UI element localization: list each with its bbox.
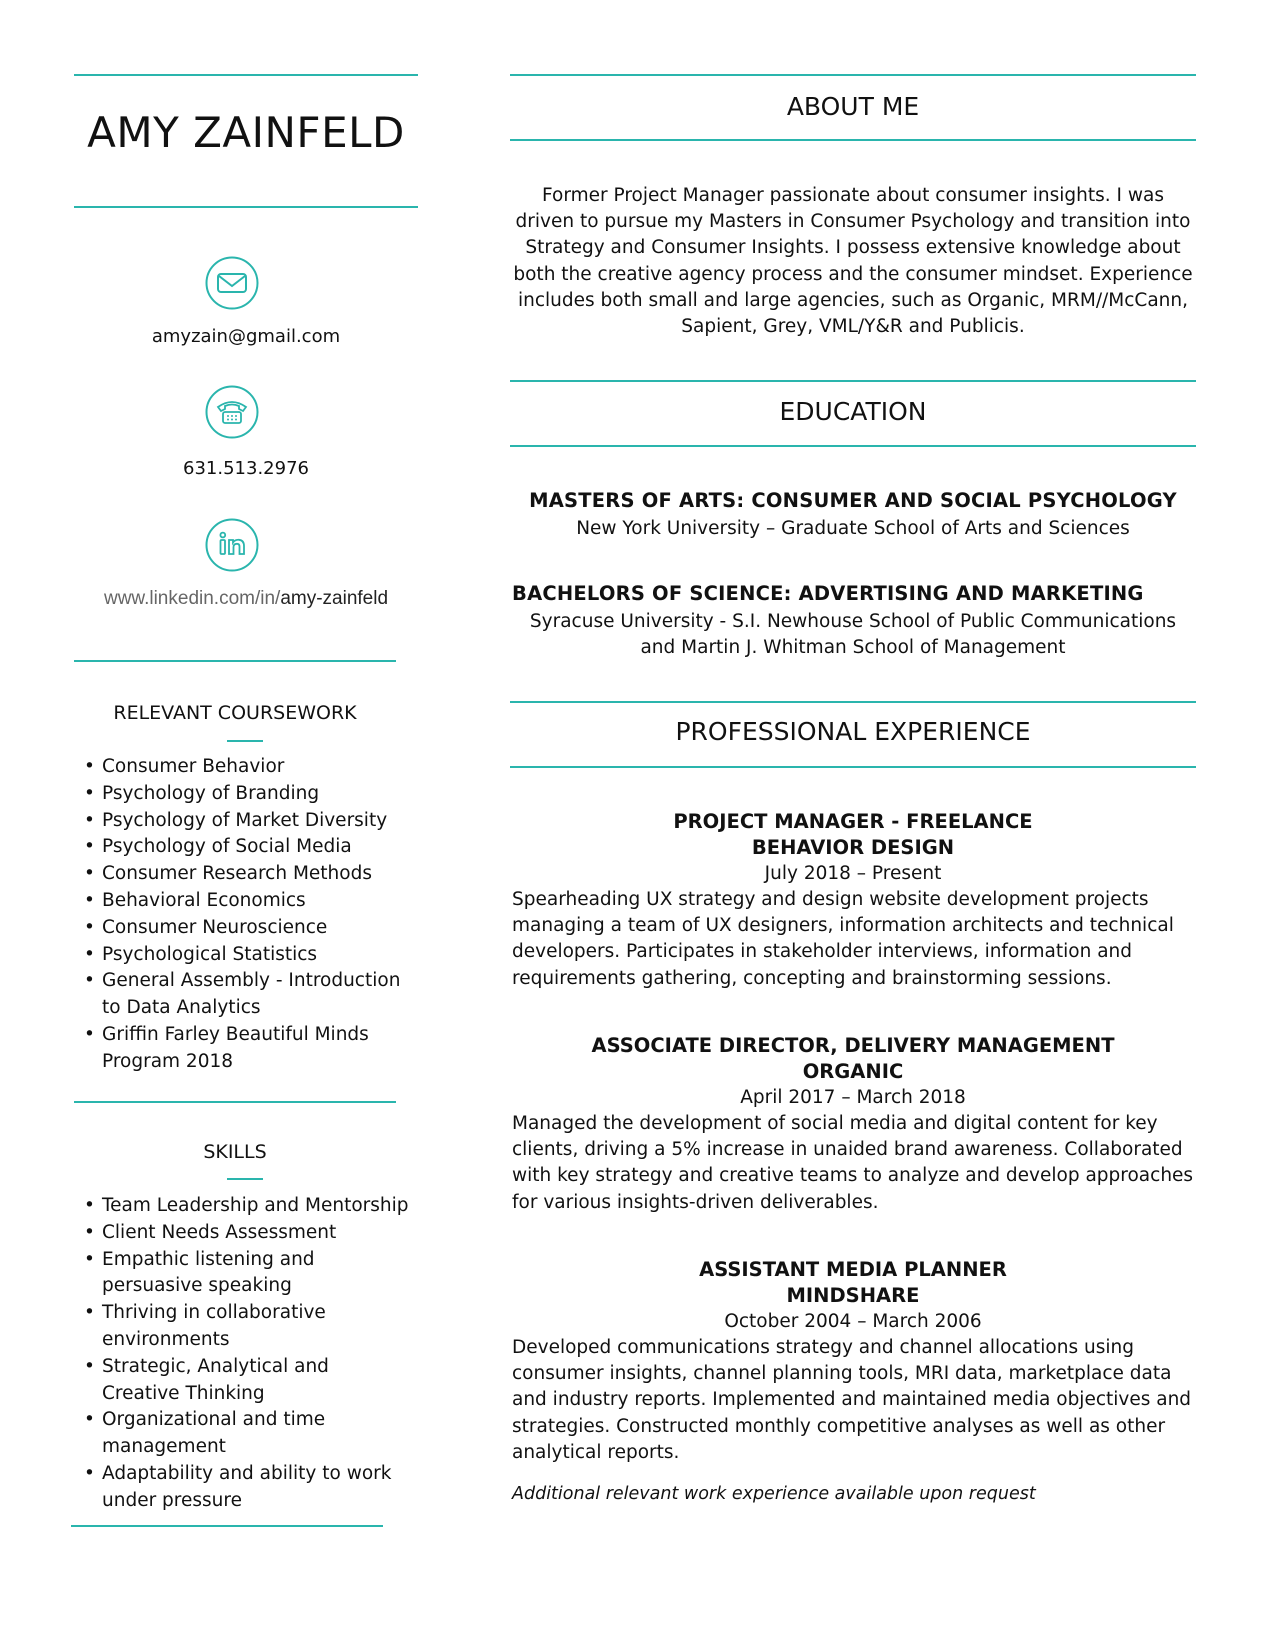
divider [510, 74, 1196, 76]
list-item: • Client Needs Assessment [80, 1220, 410, 1247]
divider [510, 139, 1196, 141]
phone-number: 631.513.2976 [183, 458, 309, 479]
job-company: MINDSHARE [786, 1284, 920, 1307]
divider [510, 445, 1196, 447]
list-item: • Psychology of Social Media [80, 834, 410, 861]
job-description: Managed the development of social media and digital content for key clients, driving a 5% increase in unaided brand awareness. Collaborated with key strategy and creative teams to analyze and develop approaches for various insights-driven deliverables. [512, 1113, 1194, 1213]
list-item: • Psychology of Market Diversity [80, 808, 410, 835]
list-item: • Consumer Neuroscience [80, 915, 410, 942]
divider [71, 1525, 383, 1527]
list-item: • Team Leadership and Mentorship [80, 1193, 410, 1220]
envelope-icon [205, 256, 259, 310]
heading-underline [227, 740, 263, 742]
divider [510, 380, 1196, 382]
linkedin-link[interactable] [60, 588, 432, 610]
list-item: • Consumer Behavior [80, 754, 410, 781]
list-item: • Psychology of Branding [80, 781, 410, 808]
list-item: • Strategic, Analytical and Creative Thinking [80, 1354, 410, 1408]
coursework-list [80, 754, 410, 1076]
job-company: BEHAVIOR DESIGN [751, 836, 955, 859]
job-dates: October 2004 – March 2006 [724, 1311, 982, 1332]
phone-icon [205, 385, 259, 439]
list-item: • General Assembly - Introduction to Data Analytics [80, 968, 410, 1022]
experience-heading: PROFESSIONAL EXPERIENCE [675, 717, 1031, 746]
about-heading: ABOUT ME [786, 92, 920, 121]
divider [74, 74, 418, 76]
degree-title: MASTERS OF ARTS: CONSUMER AND SOCIAL PSYCHOLOGY [529, 489, 1177, 512]
divider [74, 206, 418, 208]
coursework-heading: RELEVANT COURSEWORK [113, 702, 357, 724]
list-item: • Behavioral Economics [80, 888, 410, 915]
skills-heading: SKILLS [203, 1141, 267, 1163]
about-text: Former Project Manager passionate about consumer insights. I was driven to pursue my Masters in Consumer Psychology and transition into Strategy and Consumer Insights. I possess extensive knowledge about both the creative agency process and the consumer mindset. Experience includes both small and large agencies, such as Organic, MRM//McCann, Sapient, Grey, VML/Y&R and Publicis. [513, 185, 1193, 338]
job-role: PROJECT MANAGER - FREELANCE [673, 810, 1033, 833]
list-item: • Empathic listening and persuasive speaking [80, 1247, 410, 1301]
skills-list [80, 1193, 410, 1515]
school-name: Syracuse University - S.I. Newhouse School of Public Communications and Martin J. Whitman School of Management [529, 611, 1177, 659]
email-link[interactable]: amyzain@gmail.com [151, 326, 341, 347]
job-role: ASSISTANT MEDIA PLANNER [699, 1258, 1007, 1281]
list-item: • Griffin Farley Beautiful Minds Program 2018 [80, 1022, 410, 1076]
degree-title: BACHELORS OF SCIENCE: ADVERTISING AND MARKETING [512, 582, 1144, 605]
divider [510, 701, 1196, 703]
job-role: ASSOCIATE DIRECTOR, DELIVERY MANAGEMENT [591, 1034, 1115, 1057]
linkedin-handle: amy-zainfeld [280, 588, 389, 609]
school-name: New York University – Graduate School of Arts and Sciences [576, 518, 1130, 539]
job-description: Spearheading UX strategy and design website development projects managing a team of UX designers, information architects and technical developers. Participates in stakeholder interviews, information and requirements gathering, concepting and brainstorming sessions. [512, 889, 1174, 989]
list-item: • Adaptability and ability to work under pressure [80, 1461, 410, 1515]
list-item: • Psychological Statistics [80, 942, 410, 969]
job-dates: April 2017 – March 2018 [740, 1087, 966, 1108]
job-description: Developed communications strategy and channel allocations using consumer insights, channel planning tools, MRI data, marketplace data and industry reports. Implemented and maintained media objectives and strategies. Constructed monthly competitive analyses as well as other analytical reports. [512, 1337, 1192, 1463]
footnote: Additional relevant work experience available upon request [512, 1484, 1036, 1504]
education-heading: EDUCATION [779, 397, 927, 426]
list-item: • Consumer Research Methods [80, 861, 410, 888]
job-dates: July 2018 – Present [764, 863, 942, 884]
heading-underline [227, 1178, 263, 1180]
linkedin-icon [205, 518, 259, 572]
divider [74, 660, 396, 662]
divider [510, 766, 1196, 768]
job-company: ORGANIC [802, 1060, 904, 1083]
divider [74, 1101, 396, 1103]
candidate-name: AMY ZAINFELD [87, 108, 405, 157]
list-item: • Organizational and time management [80, 1407, 410, 1461]
linkedin-prefix: www.linkedin.com/in/ [103, 588, 281, 609]
list-item: • Thriving in collaborative environments [80, 1300, 410, 1354]
